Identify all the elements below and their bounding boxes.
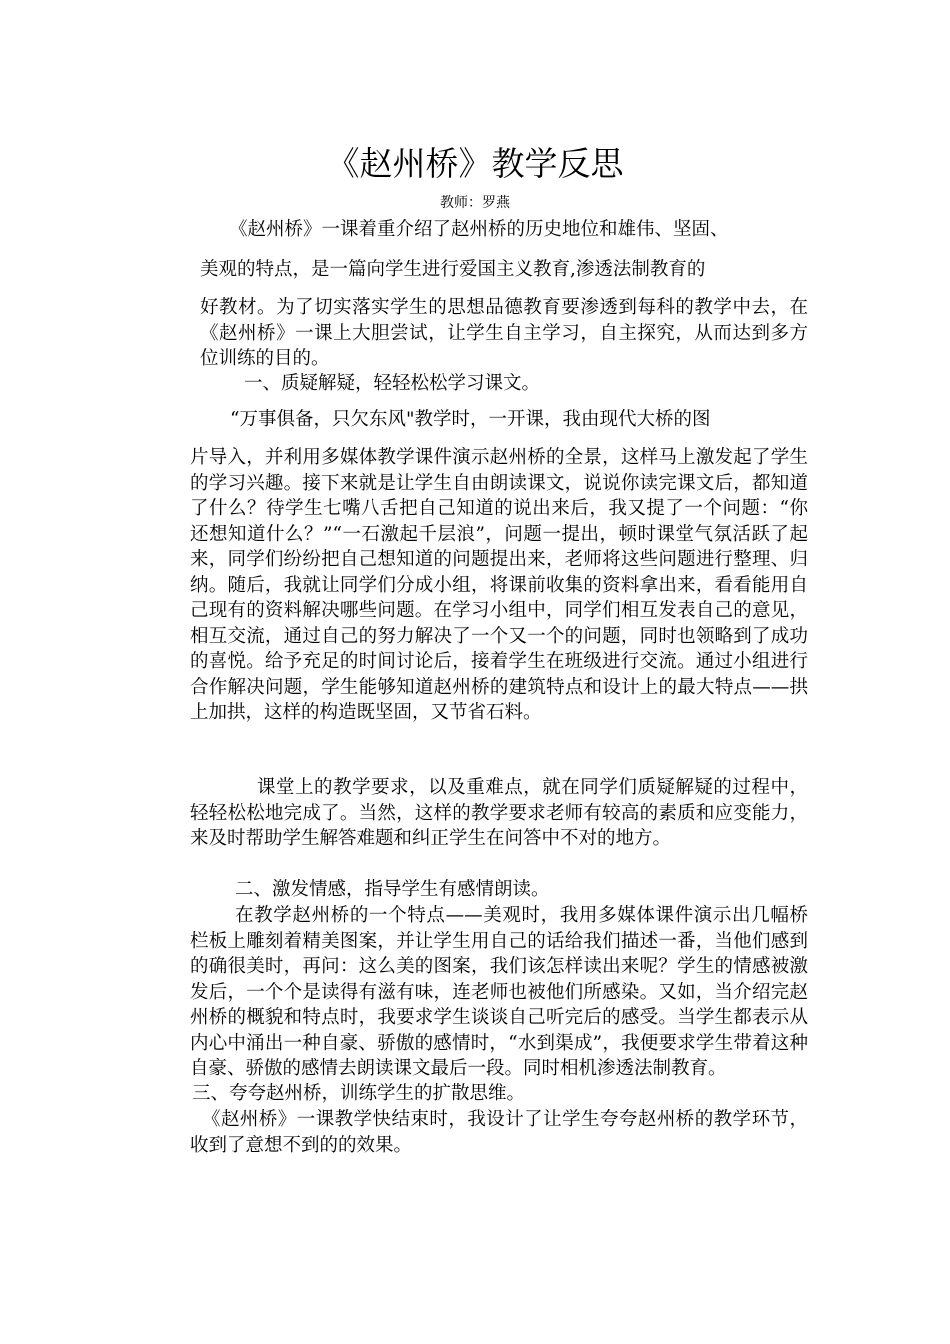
section1-paragraph-rest: 片导入，并利用多媒体教学课件演示赵州桥的全景，这样马上激发起了学生的学习兴趣。接下来就是让学生自由朗读课文，说说你读完课文后，都知道了什么？待学生七嘴八舌把自己知道的说出来后，我又提了一个问题：“你还想知道什么？”“一石激起千层浪”，问题一提出，顿时课堂气氛活跃了起来，同学们纷纷把自己想知道的问题提出来，老师将这些问题进行整理、归纳。随后，我就让同学们分成小组，将课前收集的资料拿出来，看看能用自己现有的资料解决哪些问题。在学习小组中，同学们相互发表自己的意见，相互交流，通过自己的努力解决了一个又一个的问题，同时也领略到了成功的喜悦。给予充足的时间讨论后，接着学生在班级进行交流。通过小组进行合作解决问题，学生能够知道赵州桥的建筑特点和设计上的最大特点——拱上加拱，这样的构造既坚固，又节省石料。	[190, 447, 808, 723]
section-heading-3: 三、夸夸赵州桥，训练学生的扩散思维。	[192, 1083, 526, 1104]
section-heading-1: 一、质疑解疑，轻轻松松学习课文。	[244, 373, 541, 394]
section1-summary-paragraph: 课堂上的教学要求，以及重难点，就在同学们质疑解疑的过程中，轻轻松松地完成了。当然，这样的教学要求老师有较高的素质和应变能力，来及时帮助学生解答难题和纠正学生在问答中不对的地方。	[190, 777, 808, 849]
document-title: 《赵州桥》教学反思	[326, 144, 624, 183]
intro-paragraph-line1: 《赵州桥》一课着重介绍了赵州桥的历史地位和雄伟、坚固、	[229, 219, 729, 240]
intro-paragraph-line2: 美观的特点，是一篇向学生进行爱国主义教育,渗透法制教育的	[200, 259, 706, 280]
section3-paragraph: 《赵州桥》一课教学快结束时，我设计了让学生夸夸赵州桥的教学环节，收到了意想不到的的效果。	[190, 1109, 808, 1156]
intro-paragraph-rest: 好教材。为了切实落实学生的思想品德教育要渗透到每科的教学中去，在《赵州桥》一课上大胆尝试，让学生自主学习，自主探究，从而达到多方位训练的目的。	[200, 297, 808, 369]
section1-paragraph-line1: “万事俱备，只欠东风"教学时，一开课，我由现代大桥的图	[230, 409, 711, 430]
section2-paragraph: 在教学赵州桥的一个特点——美观时，我用多媒体课件演示出几幅桥栏板上雕刻着精美图案，并让学生用自己的话给我们描述一番，当他们感到的确很美时，再问：这么美的图案，我们该怎样读出来呢？学生的情感被激发后，一个个是读得有滋有味，连老师也被他们所感染。又如，当介绍完赵州桥的概貌和特点时，我要求学生谈谈自己听完后的感受。当学生都表示从内心中涌出一种自豪、骄傲的感情时，“水到渠成”，我便要求学生带着这种自豪、骄傲的感情去朗读课文最后一段。同时相机渗透法制教育。	[190, 905, 808, 1079]
author-line: 教师：罗燕	[440, 195, 510, 211]
section-heading-2: 二、激发情感，指导学生有感情朗读。	[235, 879, 550, 900]
